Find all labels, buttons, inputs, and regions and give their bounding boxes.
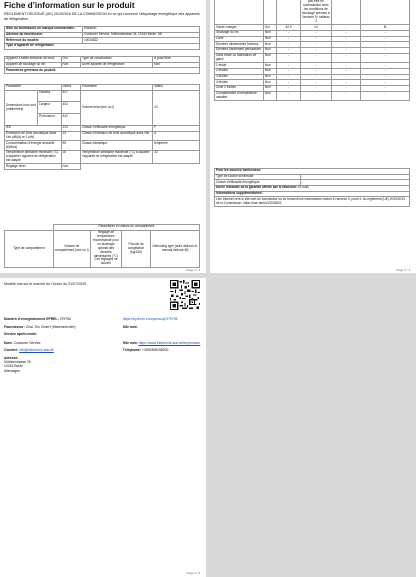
light-source-label: Pour les sources lumineuses: <box>216 168 262 173</box>
contact-name-value: Customer Service <box>13 340 41 345</box>
compartment-header-table <box>4 224 200 268</box>
appliance-type-table <box>4 56 200 74</box>
compartment-temperature: - <box>300 47 331 53</box>
param-header-1: Paramètre <box>5 85 62 91</box>
compartment-freezing: - <box>331 86 360 92</box>
compartment-name: Sans étoile ou fabrication de glace <box>215 53 264 63</box>
phone-label: Téléphone: <box>122 347 141 352</box>
compartment-temperature: - <box>300 80 331 86</box>
compartment-name: Denrées alimentaires fraîches <box>215 42 264 48</box>
compartment-present: Non <box>263 74 277 80</box>
page-number: Page 2 / 3 <box>396 268 410 272</box>
page-number: Page 3 / 3 <box>186 571 200 575</box>
compartment-volume: - <box>277 91 300 101</box>
general-params-table <box>4 84 200 170</box>
eei-label: IEE <box>5 126 62 132</box>
compartment-volume-header: Volume de compartiment (dm³ ou l) <box>53 230 90 267</box>
compartment-name: Garde-manger <box>215 25 264 31</box>
document-page-3 <box>0 278 206 577</box>
compartment-temperature: - <box>300 63 331 69</box>
compartment-freezing: - <box>331 68 360 74</box>
compartment-name: Denrées hautement périssables <box>215 47 264 53</box>
compartment-type-header: Type de compartiment <box>5 230 54 267</box>
qr-code[interactable] <box>170 280 200 310</box>
warranty-label: Durée minimale de la garantie offerte par le fabricant: <box>216 185 297 190</box>
compartment-present: Non <box>263 68 277 74</box>
winter-setting-value: Non <box>61 164 81 170</box>
height-label: Hauteur <box>38 90 61 102</box>
compartment-temperature: - <box>300 42 331 48</box>
general-params-label: Paramètres généraux du produit: <box>6 67 57 72</box>
min-ambient-value: 16 <box>61 150 81 164</box>
document-page-2 <box>210 0 416 273</box>
eprel-info-block <box>4 316 202 373</box>
compartment-volume: - <box>277 63 300 69</box>
phone-value: +4930398198500 <box>141 347 169 352</box>
table-row <box>215 53 410 63</box>
compartment-freezing: - <box>331 36 360 42</box>
eprel-number-label: Numéro d’enregistrement EPREL: <box>4 317 59 321</box>
compartment-temperature: - <box>300 91 331 101</box>
wine-storage-value: Non <box>61 62 81 68</box>
noise-class-label: Classe d’émission de bruit acoustique dans l’air <box>81 131 153 141</box>
low-noise-value: Oui <box>61 57 81 63</box>
compartment-present: Oui <box>263 25 277 31</box>
light-type-label: Type de source lumineuse: <box>215 174 301 180</box>
energy-class-value: F <box>153 126 200 132</box>
compartment-temperature: - <box>300 68 331 74</box>
compartment-name: 2 étoiles <box>215 68 264 74</box>
annual-energy-label: Consommation d’énergie annuelle (kWh/a) <box>5 141 62 151</box>
compartment-freezing: - <box>331 42 360 48</box>
wine-storage-label: Appareil de stockage du vin: <box>5 62 62 68</box>
compartment-present: Non <box>263 53 277 63</box>
compartment-name: Compartiment à température variable <box>215 91 264 101</box>
dimensions-label: Dimensions hors tout (millimètres) <box>5 90 38 125</box>
construction-type-label: Type de construction: <box>81 57 153 63</box>
supplier-name-value: Klarstein <box>83 27 200 33</box>
compartment-defrost: - <box>361 91 410 101</box>
compartment-volume: - <box>277 86 300 92</box>
eei-value: 124 <box>61 126 81 132</box>
supplier-table <box>4 26 200 50</box>
website-label: Site web: <box>122 324 138 329</box>
light-source-table <box>214 168 410 207</box>
height-value: 547 <box>61 90 81 102</box>
address-label: Adresse: <box>4 356 19 360</box>
table-row <box>215 91 410 101</box>
email-label: Courriel: <box>4 347 19 352</box>
service-website-link[interactable]: https://www.elektronik-star.de/impressum <box>138 340 201 345</box>
supplier-name-label: Nom du fournisseur ou marque commerciale: <box>6 26 75 31</box>
compartment-freezing: - <box>331 25 360 31</box>
eprel-qr-link[interactable]: https://eprel.ec.europa.eu/qr/379755 <box>122 317 178 321</box>
address-line: Allemagne <box>4 368 21 373</box>
winter-setting-label: Réglage hiver <box>5 164 62 170</box>
width-label: Largeur <box>38 102 61 114</box>
min-ambient-label: Température ambiante minimale (°C) à laquelle l’appareil de réfrigération est adapté <box>5 150 62 164</box>
compartment-temperature: - <box>300 30 331 36</box>
supplier-address-label: Adresse du fournisseur: <box>6 32 43 37</box>
defrost-type-header: Defrosting type (auto-defrost=A, manual defrost=M) <box>151 230 200 267</box>
param-header-2: Paramètre <box>81 85 153 91</box>
compartment-present: Non <box>263 30 277 36</box>
compartment-defrost: - <box>361 63 410 69</box>
max-ambient-value: 32 <box>153 150 200 164</box>
compartment-defrost: - <box>361 53 410 63</box>
model-label: Référence du modèle: <box>6 37 40 42</box>
compartment-values-table <box>214 0 410 101</box>
other-appliance-label: Autre appareil de réfrigération: <box>81 62 153 68</box>
compartment-temperature: - <box>300 53 331 63</box>
appliance-type-label: Type d’appareil de réfrigération: <box>6 43 55 48</box>
additional-info-text: Lien internet vers le site web du fournisseur où se trouvent les informations visées à l’annexe II, point 4, du règlement (UE) 2019/2019 de la Commission: https://use.berlin/10033822 <box>215 197 410 207</box>
compartment-name: Cave <box>215 36 264 42</box>
total-volume-label: Volume total (dm³ ou l) <box>81 90 153 125</box>
supplier-value: Chal -Tec GmbH (Warenzeichen) <box>25 324 76 329</box>
freezing-capacity-header: Pouvoir de congélation (kg/24h) <box>121 230 150 267</box>
compartment-name: 1 étoile <box>215 63 264 69</box>
document-page-1 <box>0 0 206 273</box>
market-placement-date: Modèle mis sur le marché de l’Union du 01/07/2025 <box>4 282 87 286</box>
compartment-volume: - <box>277 74 300 80</box>
value-header-2: Valeur <box>153 85 200 91</box>
compartment-defrost: - <box>361 68 410 74</box>
compartment-volume: 42,0 <box>277 25 300 31</box>
compartment-temperature: - <box>300 74 331 80</box>
compartment-volume: - <box>277 47 300 53</box>
compartment-freezing: - <box>331 80 360 86</box>
total-volume-value: 42 <box>153 90 200 125</box>
compartment-present: Non <box>263 42 277 48</box>
compartment-temperature: - <box>300 36 331 42</box>
compartment-freezing: - <box>331 47 360 53</box>
regulation-reference: RÈGLEMENT DÉLÉGUÉ (UE) 2019/2016 DE LA COMMISSION en ce qui concerne l’étiquetage énergétique des appareils de réfrigération <box>4 12 200 21</box>
compartment-volume: - <box>277 30 300 36</box>
address-line: 10243 Berlin <box>4 364 24 369</box>
compartment-present: Non <box>263 86 277 92</box>
width-value: 402 <box>61 102 81 114</box>
compartment-name: Zone 2 étoiles <box>215 86 264 92</box>
light-class-label: Classe d’efficacité énergétique <box>215 180 301 186</box>
compartment-freezing: - <box>331 30 360 36</box>
compartment-present: Non <box>263 47 277 53</box>
temperature-setting-header: Réglage de température recommandé pour un stockage optimal des denrées alimentaires (°C) Ces réglages ne doivent <box>90 230 121 267</box>
climate-class-label: Classe climatique: <box>81 141 153 151</box>
depth-value: 442 <box>61 114 81 126</box>
compartment-name: 4 étoiles <box>215 80 264 86</box>
compartment-defrost: - <box>361 80 410 86</box>
compartment-freezing: - <box>331 91 360 101</box>
noise-class-value: A <box>153 131 200 141</box>
construction-type-value: à pose libre <box>153 57 200 63</box>
compartment-present: Non <box>263 36 277 42</box>
compartment-params-label: Paramètres et valeurs du compartiment <box>53 225 199 231</box>
compartment-defrost: - <box>361 36 410 42</box>
compartment-volume: - <box>277 36 300 42</box>
contact-name-label: Nom: <box>4 340 13 345</box>
compartment-name: Stockage du vin <box>215 30 264 36</box>
value-header-1: Valeur <box>61 85 81 91</box>
compartment-present: Non <box>263 80 277 86</box>
compartment-defrost: - <box>361 42 410 48</box>
address-line: Mühlenstrasse 25 <box>4 360 31 365</box>
list-item <box>4 345 202 355</box>
noise-emission-value: 23 <box>61 131 81 141</box>
compartment-defrost: - <box>361 30 410 36</box>
additional-info-label: Informations supplémentaires: <box>216 191 263 196</box>
compartment-volume: - <box>277 68 300 74</box>
page-title: Fiche d’information sur le produit <box>4 1 135 10</box>
climate-class-value: tempérée <box>153 141 200 151</box>
compartment-defrost: - <box>361 74 410 80</box>
compartment-freezing: - <box>331 53 360 63</box>
supplier-label: Fournisseur: <box>4 324 25 329</box>
list-item <box>4 331 202 339</box>
depth-label: Profondeur <box>38 114 61 126</box>
compartment-freezing: - <box>331 74 360 80</box>
noise-emission-label: Émissions de bruit acoustique dans l’air (dB(A) re 1 pW) <box>5 131 62 141</box>
compartment-volume: - <box>277 42 300 48</box>
compartment-defrost: - <box>361 47 410 53</box>
max-ambient-label: Température ambiante maximale (°C) à laquelle l’appareil de réfrigération est adapté <box>81 150 153 164</box>
light-class-value: - <box>300 180 409 186</box>
compartment-freezing: - <box>331 63 360 69</box>
service-website-label: Site web: <box>122 340 138 345</box>
compartment-volume: - <box>277 80 300 86</box>
low-noise-label: Appareil à faible émission de bruit: <box>5 57 62 63</box>
carry-over-text: pas être en contradiction avec les conditions de stockage prévues à l’annexe IV, tableau 3 <box>302 0 330 23</box>
compartment-volume: - <box>277 53 300 63</box>
annual-energy-value: 95 <box>61 141 81 151</box>
after-sales-label: Service après-vente: <box>4 332 38 336</box>
compartment-name: 3 étoiles <box>215 74 264 80</box>
compartment-defrost: - <box>361 86 410 92</box>
compartment-present: Non <box>263 63 277 69</box>
address-block <box>4 354 202 373</box>
model-value: 10033822 <box>83 38 200 44</box>
other-appliance-value: Non <box>153 62 200 68</box>
supplier-address-value: Customer Service, Mühlenstrasse 25, 10243 Berlin, DE <box>83 32 200 38</box>
energy-class-label: Classe d’efficacité énergétique <box>81 126 153 132</box>
compartment-defrost: M <box>361 25 410 31</box>
compartment-present: Non <box>263 91 277 101</box>
page-number: Page 1 / 3 <box>186 268 200 272</box>
warranty-value: 24 mois <box>297 185 309 190</box>
list-item <box>4 339 202 345</box>
email-link[interactable]: info@electronic-star.de <box>19 347 54 352</box>
list-item <box>4 324 202 332</box>
light-type-value: - <box>300 174 409 180</box>
compartment-temperature: 14 <box>300 25 331 31</box>
compartment-temperature: - <box>300 86 331 92</box>
list-item <box>4 316 202 324</box>
eprel-number-value: 379755 <box>59 317 71 321</box>
